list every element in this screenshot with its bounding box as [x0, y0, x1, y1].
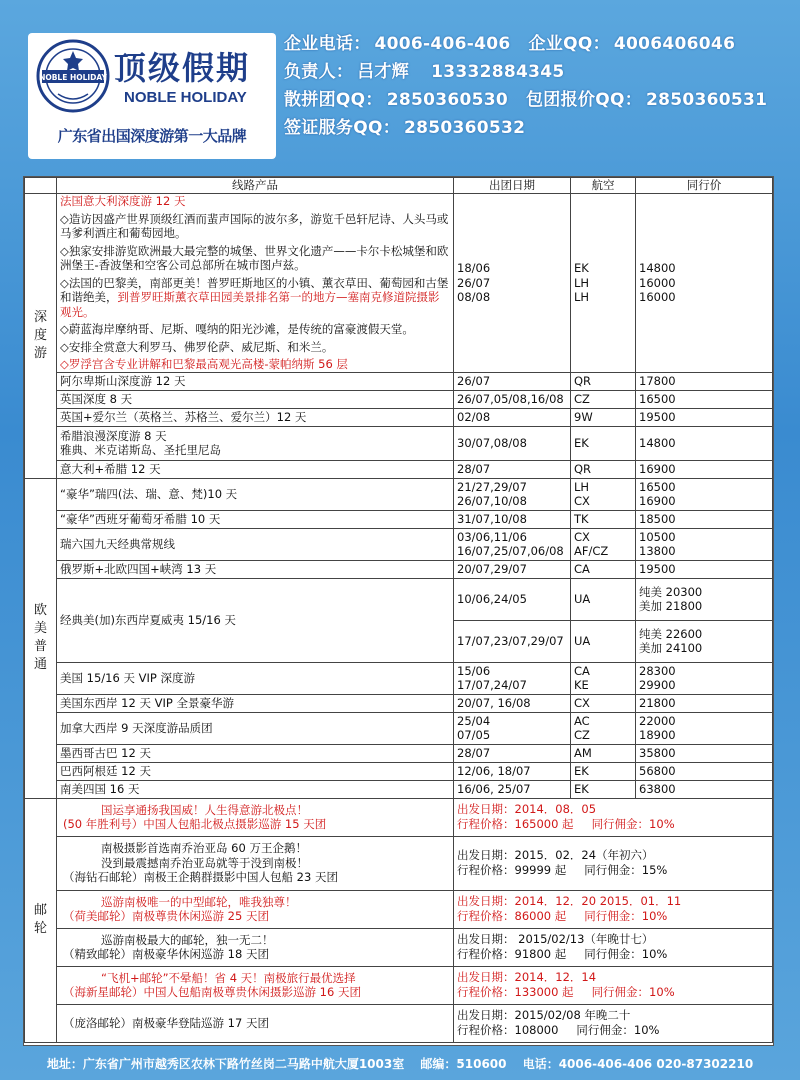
cell-text: 15/06	[457, 663, 491, 678]
cell-text: 纯美 22600	[639, 626, 703, 641]
tour-dates	[454, 528, 571, 560]
tour-price	[636, 744, 773, 762]
col-airline: 航空	[571, 178, 636, 194]
tour-airline	[571, 712, 636, 744]
cell-text: QR	[574, 373, 592, 388]
cruise-product	[57, 798, 454, 836]
cruise-tagline: 巡游南极最大的邮轮，独一无二！	[101, 932, 274, 947]
tour-price	[636, 194, 773, 373]
cruise-commission: 同行佣金：10%	[584, 947, 668, 961]
cruise-commission: 同行佣金：10%	[591, 985, 675, 999]
cell-text: 16000	[639, 290, 676, 304]
tour-dates	[454, 620, 571, 662]
product-name	[57, 510, 454, 528]
tour-price	[636, 426, 773, 460]
feature-highlight: 到普罗旺斯薰衣草田园美景排名第一的地方—塞南克修道院摄影观光。	[60, 290, 440, 319]
cell-text: 28/07	[457, 745, 491, 760]
cell-text: 14800	[639, 261, 676, 275]
contact-value: 2850360532	[404, 118, 526, 138]
table-row	[25, 408, 773, 426]
contact-value: 4006406046	[613, 34, 736, 54]
header	[0, 0, 800, 168]
table-row	[25, 510, 773, 528]
contact-value: 2850360530	[386, 90, 508, 110]
cell-text: 16500	[639, 479, 676, 494]
cell-text: 加拿大西岸 9 天深度游品质团	[60, 720, 213, 735]
cell-text: 16500	[639, 391, 676, 406]
cell-text: 21/27,29/07	[457, 479, 527, 494]
tour-price	[636, 694, 773, 712]
tour-airline	[571, 426, 636, 460]
section-label-deep: 深度游	[25, 194, 57, 479]
section-label-cruise: 邮轮	[25, 798, 57, 1042]
cell-text: 英国+爱尔兰（英格兰、苏格兰、爱尔兰）12 天	[60, 409, 307, 424]
cruise-price-line	[457, 909, 769, 924]
cell-text: 美加 21800	[639, 599, 703, 613]
cell-text: 26/07,10/08	[457, 494, 527, 508]
tour-dates	[454, 694, 571, 712]
cell-text: 63800	[639, 781, 676, 796]
cell-text: 英国深度 8 天	[60, 391, 133, 406]
cell-text: 16900	[639, 494, 676, 508]
tour-dates	[454, 194, 571, 373]
product-name	[57, 662, 454, 694]
product-name	[57, 460, 454, 478]
cruise-price-line	[457, 863, 769, 878]
product-name	[57, 528, 454, 560]
contact-line	[284, 30, 785, 58]
product-name	[57, 372, 454, 390]
table-row	[25, 966, 773, 1004]
cell-text: UA	[574, 591, 591, 606]
tour-airline	[571, 744, 636, 762]
cruise-title: （精致邮轮）南极豪华休闲巡游 18 天团	[63, 947, 269, 961]
feature-text: ◇安排全赏意大利罗马、佛罗伦萨、威尼斯、和米兰。	[60, 339, 334, 354]
table-row	[25, 1004, 773, 1042]
cruise-tagline: 国运享通扬我国威！人生得意游北极点！	[101, 802, 308, 817]
brand-name-cn: 顶级假期	[114, 49, 251, 87]
product-name	[57, 780, 454, 798]
cruise-commission: 同行佣金：15%	[584, 863, 668, 877]
contact-label: 散拼团QQ：	[284, 90, 383, 110]
tour-price	[636, 528, 773, 560]
tour-dates	[454, 762, 571, 780]
cruise-price-line	[457, 947, 769, 962]
table-row	[25, 836, 773, 890]
cruise-tagline: “飞机+邮轮”不晕船！省 4 天！南极旅行最优选择	[101, 970, 356, 985]
tour-price	[636, 780, 773, 798]
cell-text: CX	[574, 695, 590, 710]
tour-price	[636, 372, 773, 390]
cruise-tagline: 没到最震撼南乔治亚岛就等于没到南极！	[101, 855, 308, 870]
table-row	[25, 798, 773, 836]
cruise-departure: 出发日期：2015．02．24（年初六）	[457, 848, 654, 862]
table-row	[25, 390, 773, 408]
cell-text: 美国 15/16 天 VIP 深度游	[60, 670, 195, 685]
cruise-price-line	[457, 985, 769, 1000]
table-row	[25, 890, 773, 928]
product-feature	[60, 322, 450, 337]
table-row	[25, 194, 773, 373]
cell-text: CA	[574, 663, 590, 678]
cruise-departure: 出发日期： 2015/02/13（年晚廿七）	[457, 932, 654, 946]
contact-label: 包团报价QQ：	[526, 90, 643, 110]
table-row	[25, 712, 773, 744]
table-row	[25, 744, 773, 762]
footer-postcode: 邮编：510600	[420, 1057, 507, 1071]
cell-text: 巴西阿根廷 12 天	[60, 763, 151, 778]
cell-text: 25/04	[457, 713, 491, 728]
section-label-west: 欧美普通	[25, 478, 57, 798]
cell-text: 希腊浪漫深度游 8 天	[60, 428, 167, 443]
cell-text: 28300	[639, 663, 676, 678]
tour-price	[636, 578, 773, 620]
cell-text: CX	[574, 529, 590, 544]
tour-dates	[454, 744, 571, 762]
feature-text: ◇罗浮宫含专业讲解和巴黎最高观光高楼-蒙帕纳斯 56 层	[60, 357, 348, 371]
cell-text: CX	[574, 494, 590, 508]
cell-text: UA	[574, 633, 591, 648]
cruise-commission: 同行佣金：10%	[591, 817, 675, 831]
cell-text: “豪华”瑞四(法、瑞、意、梵)10 天	[60, 486, 238, 501]
contact-value: 4006-406-406	[374, 34, 511, 54]
tour-airline	[571, 408, 636, 426]
product-feature	[60, 340, 450, 355]
tour-airline	[571, 560, 636, 578]
footer-phone: 电话：4006-406-406 020-87302210	[522, 1057, 754, 1071]
cruise-price: 行程价格：108000	[457, 1023, 559, 1037]
tour-price	[636, 762, 773, 780]
cell-text: 35800	[639, 745, 676, 760]
tour-airline	[571, 694, 636, 712]
cruise-info	[454, 928, 773, 966]
cell-text: 10/06,24/05	[457, 591, 527, 606]
cell-text: QR	[574, 461, 592, 476]
brand-box	[28, 33, 276, 159]
cell-text: 03/06,11/06	[457, 529, 527, 544]
tour-price	[636, 408, 773, 426]
cell-text: 美国东西岸 12 天 VIP 全景豪华游	[60, 695, 234, 710]
cell-text: 16000	[639, 275, 676, 290]
cell-text: EK	[574, 435, 589, 450]
tour-price	[636, 390, 773, 408]
brand-slogan: 广东省出国深度游第一大品牌	[57, 127, 247, 145]
cell-text: AF/CZ	[574, 544, 609, 558]
tour-dates	[454, 478, 571, 510]
tour-airline	[571, 510, 636, 528]
cell-text: 18500	[639, 511, 676, 526]
cruise-product	[57, 966, 454, 1004]
cell-text: 瑞六国九天经典常规线	[60, 536, 175, 551]
tour-airline	[571, 194, 636, 373]
tour-airline	[571, 460, 636, 478]
cell-text: 14800	[639, 435, 676, 450]
tour-dates	[454, 560, 571, 578]
noble-holiday-logo	[36, 39, 110, 113]
cruise-title: (50 年胜利号）中国人包船北极点摄影巡游 15 天团	[63, 817, 327, 831]
cruise-product	[57, 1004, 454, 1042]
tour-dates	[454, 578, 571, 620]
table-row	[25, 578, 773, 620]
cell-text: 16/07,25/07,06/08	[457, 544, 564, 558]
tour-price	[636, 510, 773, 528]
cell-text: 美加 24100	[639, 641, 703, 655]
footer-address: 地址：广东省广州市越秀区农林下路竹丝岗二马路中航大厦1003室	[46, 1057, 405, 1071]
product-title: 法国意大利深度游 12 天	[60, 194, 186, 208]
feature-text: ◇造访因盛产世界顶级红酒而蜚声国际的波尔多，游览千邑轩尼诗、人头马或马爹利酒庄和葡萄园地。	[60, 211, 449, 240]
cell-text: 17/07,23/07,29/07	[457, 633, 564, 648]
tour-price	[636, 478, 773, 510]
table-row	[25, 560, 773, 578]
tour-dates	[454, 390, 571, 408]
cruise-departure: 出发日期：2015/02/08 年晚二十	[457, 1008, 631, 1022]
tour-dates	[454, 408, 571, 426]
cell-text: 31/07,10/08	[457, 511, 527, 526]
cell-text: 17/07,24/07	[457, 678, 527, 692]
cell-text: “豪华”西班牙葡萄牙希腊 10 天	[60, 511, 221, 526]
cell-text: 19500	[639, 409, 676, 424]
product-name	[57, 390, 454, 408]
cell-text: 18900	[639, 728, 676, 742]
tour-dates	[454, 460, 571, 478]
cruise-title: （海钻石邮轮）南极王企鹅群摄影中国人包船 23 天团	[63, 870, 338, 885]
tour-airline	[571, 478, 636, 510]
contact-list	[284, 30, 785, 142]
cruise-info	[454, 966, 773, 1004]
cell-text: 南美四国 16 天	[60, 781, 140, 796]
cell-text: 29900	[639, 678, 676, 692]
logo-ring-text: NOBLE HOLIDAY	[39, 73, 107, 82]
tour-airline	[571, 620, 636, 662]
contact-line	[284, 114, 785, 142]
brand-name-en: NOBLE HOLIDAY	[124, 89, 247, 106]
contact-label: 企业电话：	[284, 34, 371, 54]
cruise-departure: 出发日期：2014．08．05	[457, 802, 597, 816]
product-name	[57, 762, 454, 780]
cruise-info	[454, 836, 773, 890]
cell-text: 20/07, 16/08	[457, 695, 531, 710]
table-row	[25, 662, 773, 694]
tour-price	[636, 662, 773, 694]
tour-airline	[571, 372, 636, 390]
tour-airline	[571, 578, 636, 620]
cruise-price: 行程价格：99999 起	[457, 863, 567, 877]
tour-dates	[454, 712, 571, 744]
product-name	[57, 712, 454, 744]
tour-dates	[454, 372, 571, 390]
table-row	[25, 460, 773, 478]
cell-text: 20/07,29/07	[457, 561, 527, 576]
cell-text: 雅典、米克诺斯岛、圣托里尼岛	[60, 443, 221, 457]
cell-text: 意大利+希腊 12 天	[60, 461, 161, 476]
cell-text: EK	[574, 763, 589, 778]
feature-text: ◇独家安排游览欧洲最大最完整的城堡、世界文化遗产——卡尔卡松城堡和欧洲堡王-香波堡和空客公司总部所在城市图卢兹。	[60, 243, 449, 272]
contact-line	[284, 58, 785, 86]
contact-line	[284, 86, 785, 114]
cell-text: 02/08	[457, 409, 491, 424]
table-row	[25, 528, 773, 560]
cell-text: 9W	[574, 409, 593, 424]
cell-text: EK	[574, 781, 589, 796]
cell-text: 28/07	[457, 461, 491, 476]
cruise-title: （海新星邮轮）中国人包船南极尊贵休闲摄影巡游 16 天团	[63, 985, 361, 999]
product-feature	[60, 244, 450, 273]
table-row	[25, 928, 773, 966]
col-price: 同行价	[636, 178, 773, 194]
cruise-info	[454, 798, 773, 836]
cell-text: 纯美 20300	[639, 584, 703, 599]
product-name	[57, 408, 454, 426]
cruise-tagline: 南极摄影首选南乔治亚岛 60 万王企鹅！	[101, 841, 307, 856]
cruise-title: （荷美邮轮）南极尊贵休闲巡游 25 天团	[63, 909, 269, 923]
cell-text: LH	[574, 290, 590, 304]
cell-text: 俄罗斯+北欧四国+峡湾 13 天	[60, 561, 217, 576]
cell-text: 21800	[639, 695, 676, 710]
table-row	[25, 694, 773, 712]
contact-label: 企业QQ：	[528, 34, 610, 54]
cell-text: LH	[574, 275, 590, 290]
cruise-price: 行程价格：133000 起	[457, 985, 574, 999]
cell-text: 30/07,08/08	[457, 435, 527, 450]
feature-text: ◇法国的巴黎美，南部更美！普罗旺斯地区的小镇、薰衣草田、葡萄园和古堡和谐绝美，	[60, 275, 449, 304]
cell-text: 26/07	[457, 373, 491, 388]
cruise-tagline: 巡游南极唯一的中型邮轮，唯我独尊！	[101, 894, 297, 909]
cruise-departure: 出发日期：2014．12．20 2015．01．11	[457, 894, 682, 908]
cell-text: KE	[574, 678, 589, 692]
cruise-commission: 同行佣金：10%	[584, 909, 668, 923]
table-row	[25, 780, 773, 798]
tour-price	[636, 712, 773, 744]
cruise-price-line	[457, 1023, 769, 1038]
cell-text: CZ	[574, 728, 590, 742]
cruise-info	[454, 1004, 773, 1042]
cruise-product	[57, 928, 454, 966]
tour-airline	[571, 662, 636, 694]
cruise-product	[57, 890, 454, 928]
product-france-italy	[57, 194, 454, 373]
cruise-price: 行程价格：165000 起	[457, 817, 574, 831]
cruise-product	[57, 836, 454, 890]
product-name	[57, 744, 454, 762]
cell-text: 56800	[639, 763, 676, 778]
product-name	[57, 478, 454, 510]
tour-price	[636, 460, 773, 478]
footer	[0, 1048, 800, 1080]
tour-airline	[571, 780, 636, 798]
table-row	[25, 426, 773, 460]
tour-airline	[571, 762, 636, 780]
cruise-departure: 出发日期：2014．12．14	[457, 970, 597, 984]
table-row	[25, 372, 773, 390]
cell-text: 12/06, 18/07	[457, 763, 531, 778]
tour-price	[636, 560, 773, 578]
cruise-price: 行程价格：86000 起	[457, 909, 567, 923]
product-name	[57, 578, 454, 662]
cell-text: 16/06, 25/07	[457, 781, 531, 796]
cell-text: 阿尔卑斯山深度游 12 天	[60, 373, 186, 388]
cell-text: 22000	[639, 713, 676, 728]
col-product: 线路产品	[57, 178, 454, 194]
product-feature	[60, 357, 450, 372]
tour-dates	[454, 780, 571, 798]
cell-text: EK	[574, 261, 589, 275]
cruise-info	[454, 890, 773, 928]
route-table	[23, 176, 774, 1046]
cell-text: AC	[574, 713, 590, 728]
cell-text: 10500	[639, 529, 676, 544]
table-row	[25, 762, 773, 780]
contact-value: 吕才辉	[357, 62, 410, 82]
contact-label: 签证服务QQ：	[284, 118, 401, 138]
tour-dates	[454, 426, 571, 460]
cell-text: AM	[574, 745, 592, 760]
cell-text: LH	[574, 479, 590, 494]
table-row	[25, 478, 773, 510]
cell-text: 26/07,05/08,16/08	[457, 391, 564, 406]
cruise-commission: 同行佣金：10%	[576, 1023, 660, 1037]
product-feature	[60, 212, 450, 241]
cruise-price-line	[457, 817, 769, 832]
col-date: 出团日期	[454, 178, 571, 194]
cell-text: 墨西哥古巴 12 天	[60, 745, 151, 760]
cell-text: 经典美(加)东西岸夏威夷 15/16 天	[60, 612, 236, 627]
cell-text: 26/07	[457, 275, 491, 290]
contact-value: 2850360531	[646, 90, 768, 110]
product-feature	[60, 276, 450, 320]
cruise-price: 行程价格：91800 起	[457, 947, 567, 961]
cell-text: 08/08	[457, 290, 491, 304]
feature-text: ◇蔚蓝海岸摩纳哥、尼斯、嘎纳的阳光沙滩，是传统的富豪渡假天堂。	[60, 322, 414, 336]
cruise-title: （庞洛邮轮）南极豪华登陆巡游 17 天团	[63, 1015, 269, 1030]
product-name	[57, 426, 454, 460]
tour-dates	[454, 662, 571, 694]
product-name	[57, 560, 454, 578]
contact-value: 13332884345	[431, 62, 565, 82]
tour-airline	[571, 390, 636, 408]
tour-price	[636, 620, 773, 662]
tour-airline	[571, 528, 636, 560]
cell-text: CZ	[574, 391, 590, 406]
cell-text: 18/06	[457, 261, 491, 275]
cell-text: 16900	[639, 461, 676, 476]
cell-text: 07/05	[457, 728, 491, 742]
table-header	[25, 178, 773, 194]
cell-text: 13800	[639, 544, 676, 558]
cell-text: CA	[574, 561, 590, 576]
cell-text: TK	[574, 511, 589, 526]
contact-label: 负责人：	[284, 62, 354, 82]
cell-text: 19500	[639, 561, 676, 576]
tour-dates	[454, 510, 571, 528]
product-name	[57, 694, 454, 712]
cell-text: 17800	[639, 373, 676, 388]
